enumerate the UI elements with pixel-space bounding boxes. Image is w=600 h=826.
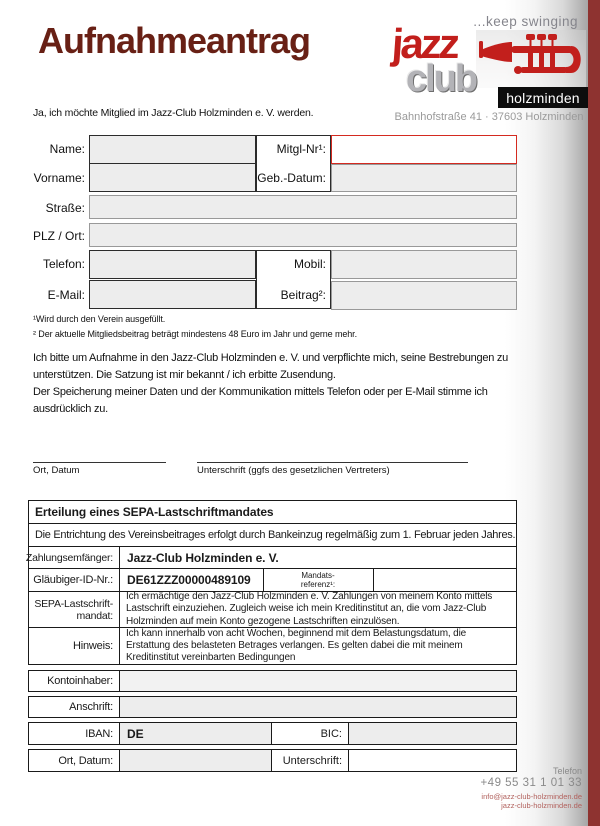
telefon-label: Telefon: (42, 257, 85, 271)
iban-label: IBAN: (29, 723, 120, 744)
email-label: E-Mail: (47, 288, 85, 302)
sepa-ort-datum-label: Ort, Datum: (29, 750, 120, 771)
ort-datum-signature-label: Ort, Datum (33, 465, 80, 476)
kontoinhaber-label: Kontoinhaber: (29, 671, 120, 691)
logo-address: Bahnhofstraße 41 · 37603 Holzminden (394, 111, 584, 123)
sepa-ort-datum-field[interactable] (120, 750, 271, 771)
strasse-field[interactable] (89, 195, 517, 219)
sepa-unterschrift-label: Unterschrift: (271, 750, 349, 771)
sepa-mandat-text: Ich ermächtige den Jazz-Club Holzminden e. V. Zahlungen von meinem Konto mittels Lastschrift einzuziehen. Zugleich weise ich mein Kreditinstitut an, die vom Jazz-Club Holzminden auf mein Konto gezogene Lastschriften einzulösen. (126, 591, 493, 627)
beitrag-label: Beitrag²: (280, 288, 326, 302)
sepa-ort-datum-row (28, 749, 517, 772)
intro-text: Ja, ich möchte Mitglied im Jazz-Club Holzminden e. V. werden. (33, 107, 314, 119)
footer-phone-number: +49 55 31 1 01 33 (480, 777, 582, 789)
mandatsreferenz-field[interactable] (374, 569, 517, 591)
jazz-club-logo (390, 8, 588, 126)
footer-contact (480, 766, 582, 810)
hinweis-text: Ich kann innerhalb von acht Wochen, beginnend mit dem Belastungsdatum, die Erstattung des belasteten Betrages verlangen. Es gelten dabei die mit meinem Kreditinstitut vereinbarten Bedingungen (126, 627, 467, 664)
sepa-intro: Die Entrichtung des Vereinsbeitrages erfolgt durch Bankeinzug regelmäßig zum 1. Februar jeden Jahres. (29, 523, 516, 546)
footer-telefon-label: Telefon (552, 766, 582, 776)
mobil-label: Mobil: (293, 257, 326, 271)
sepa-title: Erteilung eines SEPA-Lastschriftmandates (35, 505, 274, 519)
page-edge-bar (588, 0, 600, 826)
vorname-field[interactable] (89, 163, 256, 192)
telefon-field[interactable] (89, 250, 256, 279)
glaeubiger-id-label: Gläubiger-ID-Nr.: (29, 569, 120, 591)
ort-datum-signature-line[interactable] (33, 462, 166, 463)
mobil-field[interactable] (331, 250, 517, 279)
name-label: Name: (49, 142, 85, 156)
glaeubiger-id-value: DE61ZZZ00000489109 (127, 573, 251, 587)
zahlungsempfaenger-value: Jazz-Club Holzminden e. V. (127, 550, 279, 565)
anschrift-row (28, 696, 517, 718)
kontoinhaber-row (28, 670, 517, 692)
gebdatum-field[interactable] (331, 164, 517, 192)
vorname-label: Vorname: (33, 171, 85, 185)
consent-paragraph-1: Ich bitte um Aufnahme in den Jazz-Club Holzminden e. V. und verpflichte mich, seine Bestrebungen zu unterstützen. Die Satzung ist mir bekannt / ich erbitte Zusendung. (33, 352, 509, 382)
anschrift-label: Anschrift: (29, 697, 120, 717)
bic-field[interactable] (349, 723, 516, 744)
page-title: Aufnahmeantrag (38, 20, 311, 61)
mitglnr-label: Mitgl-Nr¹: (276, 142, 326, 156)
gebdatum-label: Geb.-Datum: (257, 171, 326, 185)
unterschrift-signature-label: Unterschrift (ggfs des gesetzlichen Vertreters) (197, 465, 390, 476)
strasse-label: Straße: (45, 201, 85, 215)
plzort-field[interactable] (89, 223, 517, 247)
bic-label: BIC: (271, 723, 349, 744)
hinweis-label: Hinweis: (29, 628, 120, 664)
name-field[interactable] (89, 135, 256, 164)
anschrift-field[interactable] (120, 697, 516, 717)
logo-wordmark-jazz: jazz (390, 20, 459, 67)
footer-website: jazz-club-holzminden.de (501, 801, 582, 810)
beitrag-field[interactable] (331, 281, 517, 310)
unterschrift-signature-line[interactable] (197, 462, 468, 463)
footnote-1: ¹Wird durch den Verein ausgefüllt. (33, 314, 166, 324)
zahlungsempfaenger-label: Zahlungsemfänger: (29, 547, 120, 568)
logo-wordmark-club: club (406, 58, 477, 100)
mitglnr-field[interactable] (331, 135, 517, 164)
footer-email: info@jazz-club-holzminden.de (481, 792, 582, 801)
sepa-table-top (25, 500, 517, 665)
logo-tagline: ...keep swinging (473, 14, 578, 29)
email-field[interactable] (89, 280, 256, 309)
mandatsreferenz-label: Mandats- referenz¹: (263, 569, 374, 591)
consent-paragraph-2: Der Speicherung meiner Daten und der Kommunikation mittels Telefon oder per E-Mail stimme ich ausdrücklich zu. (33, 386, 488, 416)
footnote-2: ² Der aktuelle Mitgliedsbeitrag beträgt mindestens 48 Euro im Jahr und gerne mehr. (33, 329, 357, 339)
logo-holzminden-bar: holzminden (498, 87, 588, 108)
plzort-label: PLZ / Ort: (32, 229, 85, 243)
iban-bic-row (28, 722, 517, 745)
kontoinhaber-field[interactable] (120, 671, 516, 691)
sepa-mandat-label: SEPA-Lastschrift- mandat: (29, 592, 120, 627)
iban-field[interactable]: DE (120, 723, 271, 744)
